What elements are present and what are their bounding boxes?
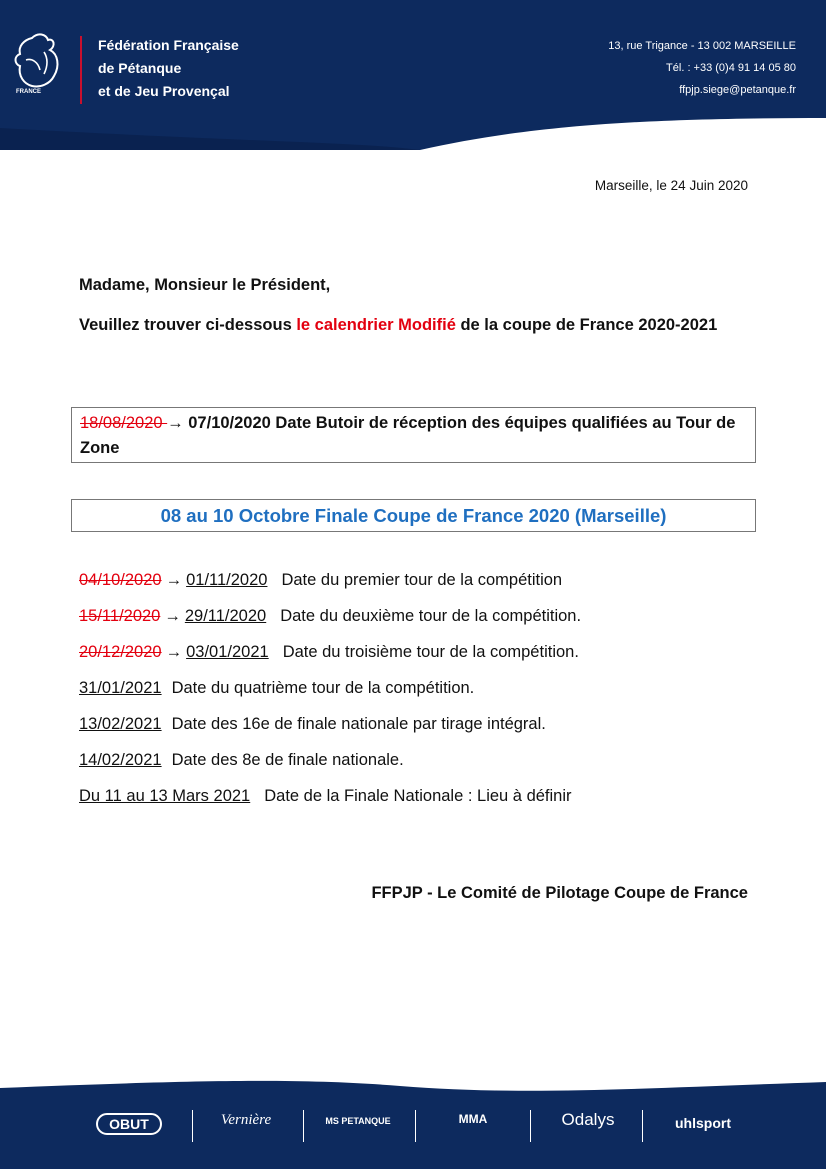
schedule-row (79, 604, 581, 640)
address: 13, rue Trigance - 13 002 MARSEILLE (608, 40, 796, 52)
email[interactable]: ffpjp.siege@petanque.fr (679, 84, 796, 96)
schedule-row (79, 676, 581, 712)
intro-highlight: le calendrier Modifié (296, 316, 456, 334)
logo-divider (80, 36, 82, 104)
schedule-description: Date du troisième tour de la compétition. (282, 643, 579, 661)
federation-name-line: et de Jeu Provençal (98, 83, 230, 99)
schedule-description: Date de la Finale Nationale : Lieu à définir (264, 787, 572, 805)
schedule-description: Date des 8e de finale nationale. (171, 751, 404, 769)
schedule-description: Date du premier tour de la compétition (281, 571, 563, 589)
old-date: 20/12/2020 (79, 643, 162, 661)
sponsor-name: OBUT (96, 1113, 162, 1135)
final-banner: 08 au 10 Octobre Finale Coupe de France 2020 (Marseille) (71, 499, 756, 532)
signature: FFPJP - Le Comité de Pilotage Coupe de France (371, 884, 748, 902)
deadline-box (71, 407, 756, 463)
new-date: 31/01/2021 (79, 679, 162, 697)
letter-date: Marseille, le 24 Juin 2020 (594, 178, 748, 193)
sponsor-divider (192, 1110, 193, 1142)
ffpjp-rooster-logo (10, 30, 66, 96)
schedule-row (79, 712, 581, 748)
schedule-description: Date des 16e de finale nationale par tirage intégral. (171, 715, 546, 733)
sponsor-divider (415, 1110, 416, 1142)
sponsor-divider (530, 1110, 531, 1142)
sponsor-obut-logo (96, 1113, 162, 1135)
schedule-description: Date du quatrième tour de la compétition. (171, 679, 475, 697)
sponsor-odalys-logo: Odalys (561, 1110, 615, 1129)
new-date: 14/02/2021 (79, 751, 162, 769)
svg-text:FRANCE: FRANCE (16, 89, 41, 95)
arrow-icon: → (164, 607, 181, 625)
letterhead-header (0, 0, 826, 150)
new-date: 01/11/2020 (186, 571, 268, 589)
phone: Tél. : +33 (0)4 91 14 05 80 (666, 62, 796, 74)
federation-name (98, 34, 239, 103)
sponsor-divider (303, 1110, 304, 1142)
schedule-description: Date du deuxième tour de la compétition. (280, 607, 582, 625)
schedule-row (79, 568, 581, 604)
sponsor-ms-logo: MS PETANQUE (325, 1116, 391, 1126)
new-date: 29/11/2020 (184, 607, 267, 625)
intro-prefix: Veuillez trouver ci-dessous (79, 316, 297, 334)
new-date: 13/02/2021 (79, 715, 162, 733)
intro-paragraph (79, 312, 759, 338)
federation-name-line: de Pétanque (98, 60, 182, 76)
federation-name-line: Fédération Française (98, 37, 239, 53)
contact-info (608, 35, 796, 101)
old-date: 04/10/2020 (79, 571, 162, 589)
new-date: 03/01/2021 (186, 643, 269, 661)
arrow-icon: → (165, 571, 183, 589)
schedule-row (79, 640, 581, 676)
sponsor-mma-logo: MMA (458, 1112, 488, 1126)
schedule-list (79, 568, 581, 820)
intro-suffix: de la coupe de France 2020-2021 (455, 316, 718, 334)
arrow-icon: → (167, 414, 184, 432)
deadline-text: 07/10/2020 Date Butoir de réception des équipes qualifiées au Tour de Zone (80, 414, 736, 457)
schedule-row (79, 748, 581, 784)
sponsor-divider (642, 1110, 643, 1142)
rooster-icon (10, 30, 66, 96)
old-date: 15/11/2020 (79, 607, 161, 625)
new-date: Du 11 au 13 Mars 2021 (79, 787, 251, 805)
salutation: Madame, Monsieur le Président, (79, 276, 331, 294)
arrow-icon: → (165, 643, 183, 661)
deadline-old-date: 18/08/2020 (80, 414, 168, 432)
schedule-row (79, 784, 581, 820)
sponsor-uhlsport-logo: uhlsport (675, 1115, 731, 1131)
sponsor-verniere-logo: Vernière (220, 1112, 272, 1128)
